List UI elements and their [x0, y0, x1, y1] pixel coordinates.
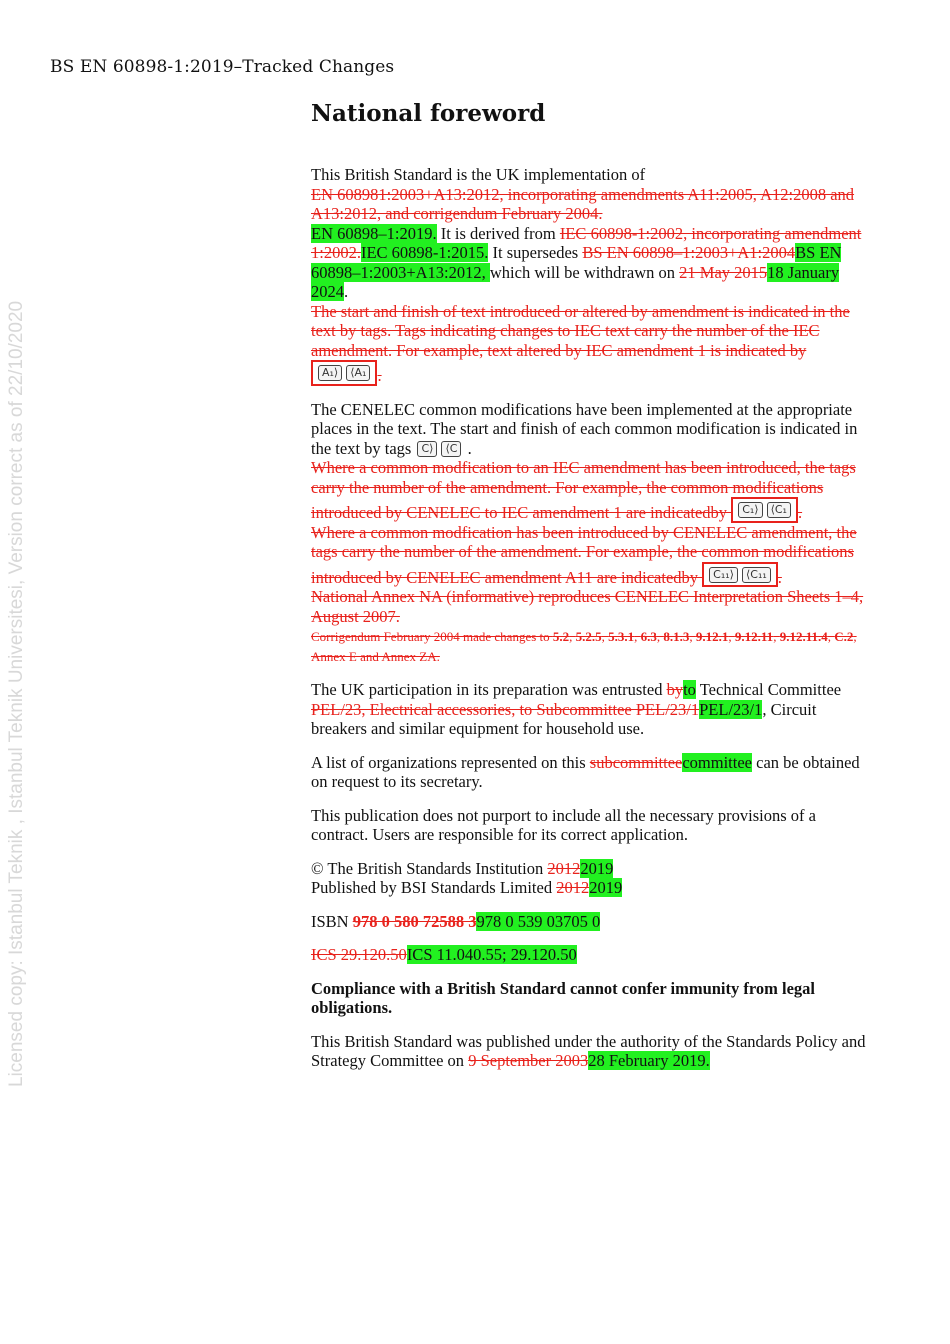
deleted-text: BS EN 60898–1:2003+A1:2004	[582, 243, 796, 262]
publication-statement: This British Standard was published under the authority of the Standards Policy and Strategy Committee on 9 September 200328 February 2019.	[311, 1031, 866, 1070]
inserted-text: 2019	[580, 858, 614, 878]
document-header: BS EN 60898-1:2019–Tracked Changes	[50, 57, 395, 77]
inserted-text: EN 60898–1:2019.	[311, 223, 437, 243]
paragraph-provisions: This publication does not purport to include all the necessary provisions of a contract. Users are responsible for its correct application.	[311, 805, 816, 844]
deleted-text: subcommittee	[589, 752, 683, 772]
inserted-text: PEL/23/1	[699, 699, 763, 719]
tag-c1-close: ⟨C₁	[767, 502, 791, 518]
deleted-text: 9 September 2003	[468, 1051, 589, 1070]
deleted-text: Where a common modfication to an IEC amendment has been introduced, the tags carry the number of the amendment. For example, the common modifications introduced by CENELEC to IEC amendment 1 are indicatedby	[311, 458, 856, 522]
tag-c-open: C⟩	[417, 441, 437, 457]
tag-c-close: ⟨C	[441, 441, 461, 457]
tag-c11-open: C₁₁⟩	[709, 567, 738, 583]
inserted-text: 2019	[589, 878, 623, 897]
deleted-text: 2012	[556, 878, 590, 897]
deleted-text: National Annex NA (informative) reproduces CENELEC Interpretation Sheets 1–4, August 2007.	[311, 587, 864, 626]
compliance-statement: Compliance with a British Standard cannot confer immunity from legal obligations.	[311, 978, 816, 1017]
deleted-text: 978 0 580 72588 3	[352, 911, 477, 931]
tag-a1-open: A₁⟩	[318, 365, 342, 381]
paragraph-implementation: This British Standard is the UK implementation of EN 608981:2003+A13:2012, incorporating amendments A11:2005, A12:2008 and A13:2012, and corrigendum February 2004. EN 60898–1:2019. It is derived from IEC 60898-1:2002, incorporating amendment 1:2002.IEC 60898-1:2015. It supersedes BS EN 60898–1:2003+A1:2004BS EN 60898–1:2003+A13:2012, which will be withdrawn on 21 May 201518 January 2024. The start and finish of text introduced or altered by amendment is indicated in the text by tags. Tags indicating changes to IEC text carry the number of the IEC amendment. For example, text altered by IEC amendment 1 is indicated by A₁⟩ ⟨A₁ .	[311, 165, 862, 385]
deleted-text: The start and finish of text introduced or altered by amendment is indicated in the text by tags. Tags indicating changes to IEC text carry the number of the IEC amendment. For example, text altered by IEC amendment 1 is indicated by	[311, 301, 850, 360]
deleted-text: by	[666, 680, 684, 699]
paragraph-cenelec: The CENELEC common modifications have been implemented at the appropriate places in the text. The start and finish of each common modification is indicated in the text by tags C⟩ ⟨C . Where a common modfication to an IEC amendment has been introduced, the tags carry the number of the amendment. For example, the common modifications introduced by CENELEC to IEC amendment 1 are indicatedby C₁⟩ ⟨C₁ . Where a common modfication has been introduced by CENELEC amendment, the tags carry the number of the amendment. For example, the common modifications introduced by CENELEC amendment A11 are indicatedby C₁₁⟩ ⟨C₁₁ . National Annex NA (informative) reproduces CENELEC Interpretation Sheets 1–4, August 2007. Corrigendum February 2004 made changes to 5.2, 5.2.5, 5.3.1, 6.3, 8.1.3, 9.12.1, 9.12.11, 9.12.11.4, C.2, Annex E and Annex ZA.	[311, 399, 864, 664]
deleted-text: 2012	[547, 858, 581, 878]
deleted-text: 21 May 2015	[679, 262, 768, 282]
deleted-text: IEC 60898-1:2002, incorporating amendment 1:2002.	[311, 223, 862, 262]
inserted-text: 978 0 539 03705 0	[476, 911, 601, 931]
tag-c11-close: ⟨C₁₁	[742, 567, 771, 583]
copyright-block: © The British Standards Institution 20122019 Published by BSI Standards Limited 20122019	[311, 858, 623, 897]
paragraph-organizations: A list of organizations represented on this subcommitteecommittee can be obtained on request to its secretary.	[311, 752, 860, 791]
deleted-text: EN 608981:2003+A13:2012, incorporating amendments A11:2005, A12:2008 and A13:2012, and corrigendum February 2004.	[311, 184, 855, 223]
inserted-text: to	[683, 680, 696, 699]
inserted-text: 28 February 2019.	[588, 1051, 710, 1070]
page-title: National foreword	[311, 100, 546, 127]
isbn-line: ISBN 978 0 580 72588 3978 0 539 03705 0	[311, 911, 601, 931]
inserted-text: committee	[682, 752, 753, 772]
deleted-text: ICS 29.120.50	[311, 945, 407, 964]
document-body	[311, 165, 867, 1085]
inserted-text: 18 January 2024	[311, 262, 840, 301]
deleted-corrigendum: Corrigendum February 2004 made changes to 5.2, 5.2.5, 5.3.1, 6.3, 8.1.3, 9.12.1, 9.12.11, 9.12.11.4, C.2, Annex E and Annex ZA.	[311, 629, 857, 664]
inserted-text: IEC 60898-1:2015.	[360, 243, 489, 262]
tag-c1-open: C₁⟩	[738, 502, 762, 518]
deleted-text: PEL/23, Electrical accessories, to Subcommittee PEL/23/1	[311, 699, 700, 719]
tag-a1-close: ⟨A₁	[346, 365, 370, 381]
license-watermark: Licensed copy: Istanbul Teknik , Istanbul Teknik Universitesi, Version correct as of 22/10/2020	[6, 300, 27, 1087]
amendment-tag-box	[702, 562, 778, 588]
deleted-text: Where a common modfication has been introduced by CENELEC amendment, the tags carry the number of the amendment. For example, the common modifications introduced by CENELEC amendment A11 are indicatedby	[311, 522, 857, 587]
paragraph-participation: The UK participation in its preparation was entrusted byto Technical Committee PEL/23, Electrical accessories, to Subcommittee PEL/23/1PEL/23/1, Circuit breakers and similar equipment for household use.	[311, 680, 842, 738]
amendment-tag-box	[311, 360, 377, 386]
inserted-text: ICS 11.040.55; 29.120.50	[406, 945, 577, 964]
ics-line	[311, 945, 867, 965]
inserted-text: BS EN 60898–1:2003+A13:2012,	[311, 243, 842, 282]
amendment-tag-box	[731, 497, 798, 523]
